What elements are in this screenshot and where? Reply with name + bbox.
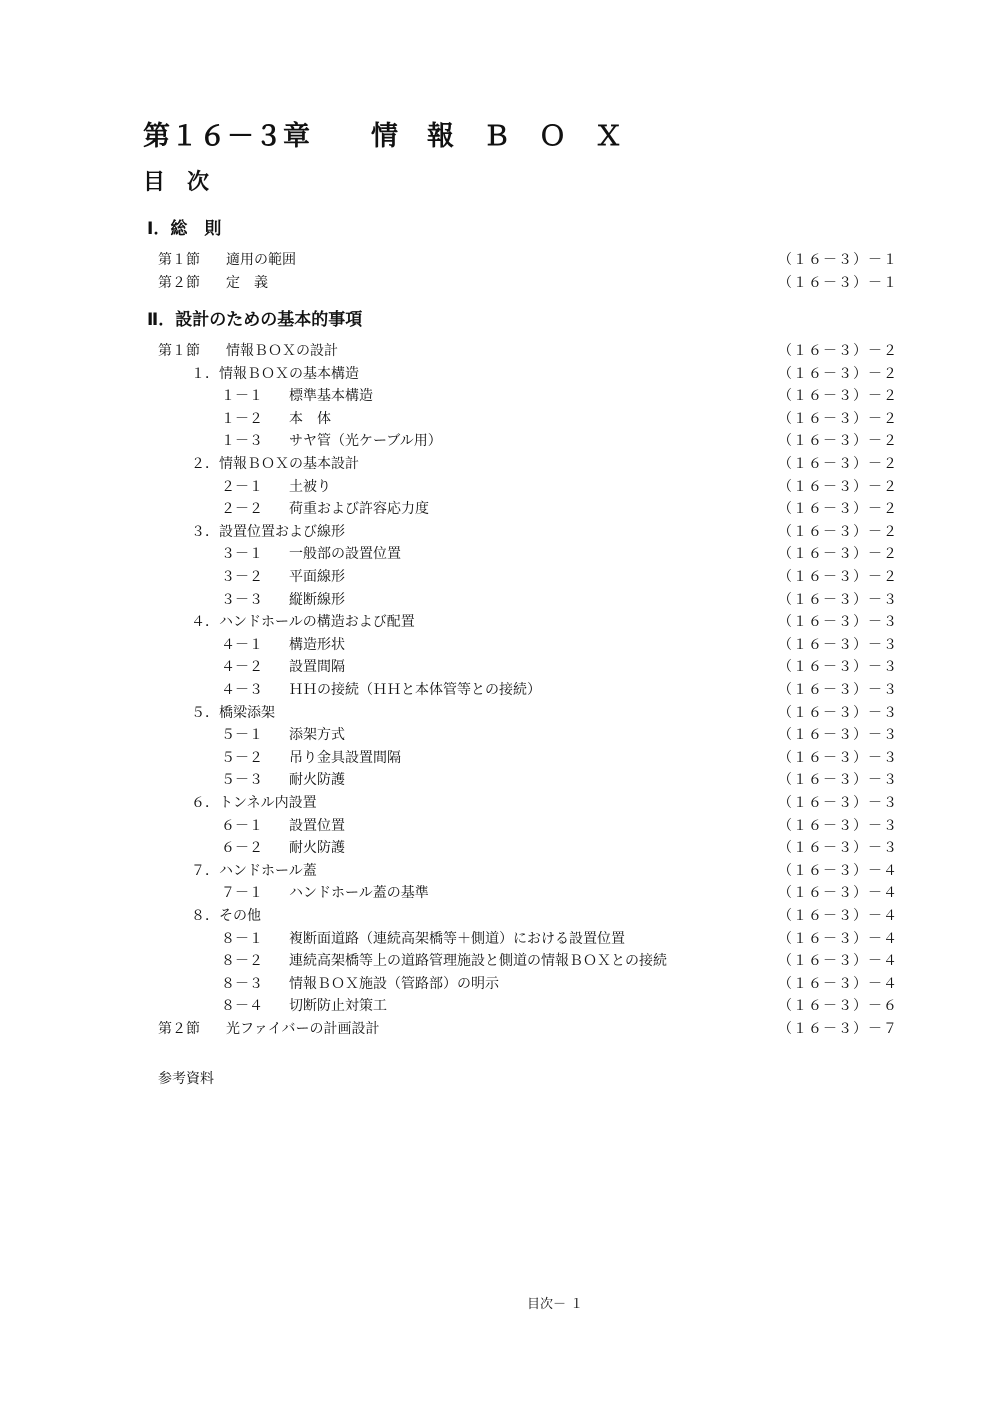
toc-entry <box>0 408 992 430</box>
toc-entry-text: 設置位置および線形 <box>219 523 345 540</box>
toc-entry-number: ４． <box>191 614 219 631</box>
toc-entry-text: 複断面道路（連続高架橋等＋側道）における設置位置 <box>289 930 625 947</box>
toc-entry-number: １． <box>191 365 219 382</box>
toc-entry-label <box>191 792 317 814</box>
toc-entry-text: 光ファイバーの計画設計 <box>226 1021 380 1037</box>
toc-entry-text: 縦断線形 <box>289 591 345 608</box>
toc-entry <box>0 769 992 791</box>
toc-entry-label <box>191 905 261 927</box>
toc-entry-text: その他 <box>219 908 261 924</box>
toc-entry <box>0 815 992 837</box>
toc-entry-label <box>221 973 499 995</box>
toc-entry-page: （１６－３）－７ <box>778 1021 898 1037</box>
toc-entry-label <box>221 928 625 950</box>
toc-entry-text: 添架方式 <box>289 727 345 744</box>
toc-entry-number: 第２節 <box>158 1021 200 1037</box>
toc-entry <box>0 498 992 520</box>
toc-entry-text: 土被り <box>289 478 331 495</box>
toc-entry-page: （１６－３）－２ <box>778 388 898 405</box>
toc-entry <box>0 837 992 859</box>
toc-entry-label <box>221 589 345 611</box>
toc-entry-text: 連続高架橋等上の道路管理施設と側道の情報ＢＯＸとの接続 <box>289 953 667 970</box>
toc-entry-label <box>191 702 275 724</box>
toc-entry-number: ６－２ <box>221 840 263 857</box>
toc-entry-page: （１６－３）－１ <box>778 274 898 291</box>
toc-entry-label <box>221 656 345 678</box>
toc-entry <box>0 656 992 678</box>
toc-entry-label <box>221 430 442 452</box>
toc-entry-number: １－３ <box>221 433 263 450</box>
toc-entry <box>0 679 992 701</box>
toc-entry-number: ８－３ <box>221 975 263 992</box>
toc-entry-page: （１６－３）－２ <box>778 365 898 382</box>
toc-entry-label <box>221 385 373 407</box>
toc-entry-number: 第１節 <box>158 343 200 359</box>
toc-entry-page: （１６－３）－３ <box>778 727 898 744</box>
toc-entry-number: ５－２ <box>221 749 263 766</box>
toc-entry-number: ８－１ <box>221 930 263 947</box>
toc-entry-text: 切断防止対策工 <box>289 998 387 1015</box>
toc-entry-number: ４－１ <box>221 636 263 653</box>
toc-entry-number: ２． <box>191 456 219 472</box>
toc-entry-number: ２－２ <box>221 501 263 518</box>
toc-entry-label <box>221 995 387 1017</box>
toc-entry <box>0 995 992 1017</box>
toc-entry-page: （１６－３）－３ <box>778 591 898 608</box>
toc-entry <box>0 973 992 995</box>
toc-entry-label <box>191 453 359 475</box>
toc-entry-number: １－１ <box>221 388 263 405</box>
toc-entry-text: 情報ＢＯＸの基本構造 <box>219 365 359 382</box>
toc-entry <box>0 430 992 452</box>
toc-entry-page: （１６－３）－３ <box>778 772 898 789</box>
toc-entry-text: サヤ管（光ケーブル用） <box>289 433 442 450</box>
toc-entry-label <box>191 611 415 633</box>
toc-entry-page: （１６－３）－２ <box>778 456 898 472</box>
toc-entry-label <box>221 634 345 656</box>
toc-entry-page: （１６－３）－３ <box>778 795 898 811</box>
toc-entry-page: （１６－３）－３ <box>778 840 898 857</box>
toc-entry-number: 第１節 <box>158 252 200 268</box>
toc-entry <box>0 272 992 294</box>
toc-entry-text: ハンドホールの構造および配置 <box>219 614 415 631</box>
toc-entry-label <box>221 566 345 588</box>
toc-entry <box>0 589 992 611</box>
toc-entry-number: ３－１ <box>221 546 263 563</box>
toc-entry-label <box>158 249 296 271</box>
toc-entry <box>0 363 992 385</box>
toc-entry-text: 平面線形 <box>289 569 345 585</box>
toc-entry-page: （１６－３）－２ <box>778 546 898 563</box>
toc-entry-text: 荷重および許容応力度 <box>289 501 429 518</box>
toc-entry <box>0 385 992 407</box>
part-heading: Ⅰ．総 則 <box>147 219 222 239</box>
toc-entry-number: １－２ <box>221 410 263 427</box>
toc-entry-page: （１６－３）－３ <box>778 636 898 653</box>
page-footer: 目次－ １ <box>527 1297 584 1312</box>
toc-entry-label <box>158 272 268 294</box>
toc-entry-number: ３－３ <box>221 591 263 608</box>
toc-entry-text: 設置位置 <box>289 817 345 834</box>
toc-entry-text: 適用の範囲 <box>226 252 296 268</box>
toc-entry-page: （１６－３）－３ <box>778 704 898 721</box>
toc-entry-text: 構造形状 <box>289 636 345 653</box>
toc-entry <box>0 634 992 656</box>
toc-entry-number: ８－４ <box>221 998 263 1015</box>
toc-entry-label <box>221 815 345 837</box>
toc-entry-page: （１６－３）－３ <box>778 614 898 631</box>
toc-entry-text: 吊り金具設置間隔 <box>289 749 401 766</box>
toc-entry-label <box>221 408 331 430</box>
toc-entry <box>0 702 992 724</box>
toc-entry-page: （１６－３）－４ <box>778 930 898 947</box>
toc-entry-text: 情報ＢＯＸ施設（管路部）の明示 <box>289 975 499 992</box>
toc-entry-label <box>221 476 331 498</box>
references-entry: 参考資料 <box>158 1071 214 1087</box>
toc-entry-text: 耐火防護 <box>289 772 345 789</box>
toc-entry-page: （１６－３）－４ <box>778 953 898 970</box>
toc-entry-label <box>221 837 345 859</box>
toc-entry <box>0 1018 992 1040</box>
toc-entry <box>0 905 992 927</box>
toc-entry-page: （１６－３）－２ <box>778 343 898 359</box>
toc-entry <box>0 928 992 950</box>
toc-entry-text: 情報ＢＯＸの基本設計 <box>219 456 359 472</box>
toc-entry <box>0 611 992 633</box>
toc-entry-label <box>221 498 429 520</box>
chapter-title <box>143 114 623 153</box>
toc-entry-page: （１６－３）－４ <box>778 975 898 992</box>
toc-entry-page: （１６－３）－３ <box>778 749 898 766</box>
toc-entry-number: ４－３ <box>221 682 263 698</box>
toc-entry-page: （１６－３）－３ <box>778 659 898 676</box>
toc-entry-number: ８－２ <box>221 953 263 970</box>
part-heading: Ⅱ．設計のための基本的事項 <box>147 310 363 330</box>
toc-entry <box>0 950 992 972</box>
toc-entry-number: ５－３ <box>221 772 263 789</box>
toc-entry-page: （１６－３）－２ <box>778 569 898 585</box>
toc-entry <box>0 340 992 362</box>
toc-entry-number: ２－１ <box>221 478 263 495</box>
toc-entry-text: ＨＨの接続（ＨＨと本体管等との接続） <box>289 682 541 698</box>
toc-entry-page: （１６－３）－４ <box>778 862 898 879</box>
toc-entry-number: ４－２ <box>221 659 263 676</box>
toc-entry-number: ６－１ <box>221 817 263 834</box>
toc-entry-text: ハンドホール蓋の基準 <box>289 885 429 902</box>
toc-entry-label <box>158 1018 379 1040</box>
toc-entry-number: ６． <box>191 795 219 811</box>
toc-entry-text: 耐火防護 <box>289 840 345 857</box>
toc-entry-page: （１６－３）－６ <box>778 998 898 1015</box>
toc-entry-number: ７－１ <box>221 885 263 902</box>
toc-entry-page: （１６－３）－３ <box>778 682 898 698</box>
toc-entry-label <box>158 340 338 362</box>
toc-entry <box>0 792 992 814</box>
toc-entry-text: 一般部の設置位置 <box>289 546 401 563</box>
toc-entry <box>0 249 992 271</box>
toc-entry-text: 標準基本構造 <box>289 388 373 405</box>
toc-entry <box>0 747 992 769</box>
toc-entry-label <box>221 543 401 565</box>
toc-entry-text: 定 義 <box>226 274 268 291</box>
toc-entry-number: ５． <box>191 704 219 721</box>
toc-entry-text: 橋梁添架 <box>219 704 275 721</box>
toc-entry-label <box>221 679 541 701</box>
toc-entry-text: トンネル内設置 <box>219 795 317 811</box>
toc-entry-label <box>191 860 317 882</box>
toc-entry-label <box>191 363 359 385</box>
toc-entry-number: ５－１ <box>221 727 263 744</box>
toc-entry <box>0 860 992 882</box>
toc-entry-page: （１６－３）－２ <box>778 410 898 427</box>
toc-entry <box>0 882 992 904</box>
toc-entry <box>0 476 992 498</box>
toc-heading: 目 次 <box>143 170 210 195</box>
chapter-number: 第１６－３章 <box>143 121 311 152</box>
toc-entry <box>0 543 992 565</box>
toc-entry-number: ７． <box>191 862 219 879</box>
chapter-name: 情 報 Ｂ Ｏ Ｘ <box>371 121 623 152</box>
toc-entry-text: 設置間隔 <box>289 659 345 676</box>
toc-entry-page: （１６－３）－１ <box>778 252 898 268</box>
toc-entry-text: 情報ＢＯＸの設計 <box>226 343 338 359</box>
toc-entry <box>0 724 992 746</box>
toc-entry-page: （１６－３）－２ <box>778 523 898 540</box>
toc-entry-label <box>221 724 345 746</box>
toc-entry-label <box>221 882 429 904</box>
toc-entry-label <box>221 950 667 972</box>
toc-entry-text: 本 体 <box>289 410 331 427</box>
toc-entry <box>0 453 992 475</box>
toc-entry-label <box>221 769 345 791</box>
toc-entry-number: ３． <box>191 523 219 540</box>
toc-entry-page: （１６－３）－４ <box>778 908 898 924</box>
toc-entry-page: （１６－３）－３ <box>778 817 898 834</box>
toc-entry-page: （１６－３）－４ <box>778 885 898 902</box>
toc-entry-page: （１６－３）－２ <box>778 478 898 495</box>
toc-entry-number: 第２節 <box>158 274 200 291</box>
toc-entry-text: ハンドホール蓋 <box>219 862 317 879</box>
toc-entry <box>0 566 992 588</box>
toc-entry-label <box>221 747 401 769</box>
toc-entry <box>0 521 992 543</box>
toc-entry-page: （１６－３）－２ <box>778 501 898 518</box>
toc-entry-page: （１６－３）－２ <box>778 433 898 450</box>
toc-entry-number: ３－２ <box>221 569 263 585</box>
toc-entry-number: ８． <box>191 908 219 924</box>
toc-entry-label <box>191 521 345 543</box>
